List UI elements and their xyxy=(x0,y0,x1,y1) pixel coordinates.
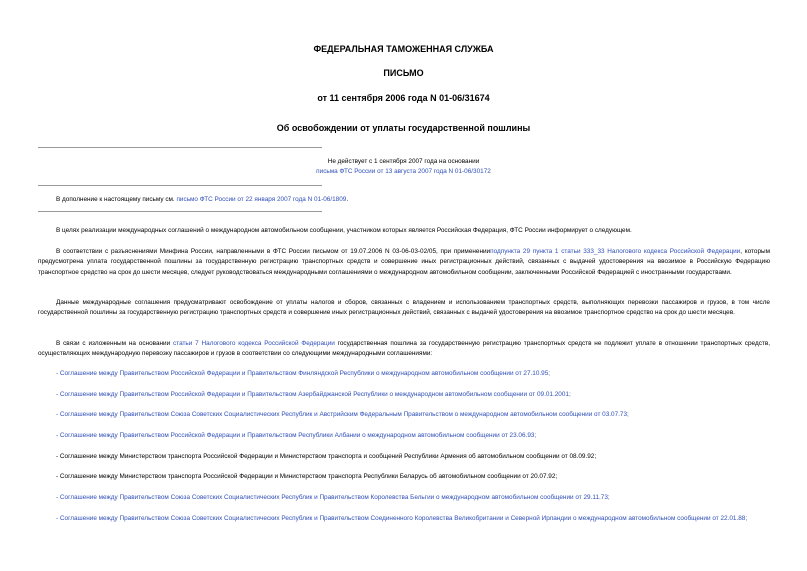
paragraph-1: В целях реализации международных соглашений о международном автомобильном сообщении, участником которых является Российская Федерация, ФТС России информирует о следующем. xyxy=(56,227,632,234)
agreement-item: - Соглашение между Правительством Союза Советских Социалистических Республик и Австрийским Федеральным Правительством о международном автомобильном сообщении от 03.07.73; xyxy=(56,411,629,418)
paragraph-3: Данные международные соглашения предусматривают освобождение от уплаты налогов и сборов, связанных с владением и использованием транспортных средств, выполняющих перевозки пассажиров и грузов, в том числе государственной пошлины за государственную регистрацию транспортных средств и совершение иных регистрационных действий, связанных с выдачей удостоверения на ввозимое транспортное средство на срок до шести месяцев. xyxy=(38,299,770,317)
tax-code-article-333-link[interactable]: подпункта 29 пункта 1 статьи 333_33 Налогового кодекса Российской Федерации xyxy=(490,248,741,255)
paragraph-2: В соответствии с разъяснениями Минфина России, направленными в ФТС России письмом от 19.07.2006 N 03-06-03-02/05, при примененииподпункта 29 пункта 1 статьи 333_33 Налогового кодекса Российской Федерации, которым предусмотрена уплата государственной пошлины за государственную регистрацию транспортных средств и совершение иных регистрационных действий, связанных с выдачей удостоверения на ввозимое в Российскую Федерацию транспортное средство на срок до шести месяцев, следует руководствоваться международными соглашениями о международном автомобильном сообщении, заключенными Российской Федерацией с иностранными государствами. xyxy=(38,248,770,276)
status-notice-text: Не действует с 1 сентября 2007 года на основании xyxy=(327,158,480,165)
agreement-item: - Соглашение между Правительством Союза Советских Социалистических Республик и Правительством Королевства Бельгии о международном автомобильном сообщении от 29.11.73; xyxy=(56,494,610,501)
status-notice xyxy=(200,157,607,177)
agreement-item: - Соглашение между Министерством транспорта Российской Федерации и Министерством транспорта Республики Беларусь об автомобильном сообщении от 20.07.92; xyxy=(56,473,558,480)
document-title: Об освобождении от уплаты государственной пошлины xyxy=(276,123,531,133)
addendum-link[interactable]: письмо ФТС России от 22 января 2007 года N 01-06/1809 xyxy=(176,196,347,203)
agreement-item: - Соглашение между Правительством Российской Федерации и Правительством Республики Албании о международном автомобильном сообщении от 23.06.93; xyxy=(56,432,537,439)
document-type: ПИСЬМО xyxy=(383,68,424,78)
agreement-item: - Соглашение между Правительством Российской Федерации и Правительством Финляндской Республики о международном автомобильном сообщении от 27.10.95; xyxy=(56,370,551,377)
status-notice-link[interactable]: письма ФТС России от 13 августа 2007 года N 01-06/30172 xyxy=(316,168,491,175)
document-date-number: от 11 сентября 2006 года N 01-06/31674 xyxy=(317,93,490,103)
divider xyxy=(38,147,322,148)
agreement-item: - Соглашение между Правительством Российской Федерации и Правительством Азербайджанской Республики о международном автомобильном сообщении от 09.01.2001; xyxy=(56,391,571,398)
divider xyxy=(38,185,322,186)
agency-name: ФЕДЕРАЛЬНАЯ ТАМОЖЕННАЯ СЛУЖБА xyxy=(313,44,494,54)
tax-code-article-7-link[interactable]: статьи 7 Налогового кодекса Российской Федерации xyxy=(173,340,335,347)
addendum-note: В дополнение к настоящему письму см. письмо ФТС России от 22 января 2007 года N 01-06/1809. xyxy=(56,196,349,203)
paragraph-4: В связи с изложенным на основании статьи 7 Налогового кодекса Российской Федерации государственная пошлина за государственную регистрацию транспортных средств не подлежит уплате в отношении транспортных средств, осуществляющих международную перевозку пассажиров и грузов в соответствии со следующими международными соглашениями: xyxy=(38,340,770,358)
agreement-item: - Соглашение между Правительством Союза Советских Социалистических Республик и Правительством Соединенного Королевства Великобритании и Северной Ирландии о международном автомобильном сообщении от 22.01.88; xyxy=(56,515,748,522)
divider xyxy=(38,211,322,212)
agreement-item: - Соглашение между Министерством транспорта Российской Федерации и Министерством транспорта и сообщений Республики Армения об автомобильном сообщении от 08.09.92; xyxy=(56,453,597,460)
